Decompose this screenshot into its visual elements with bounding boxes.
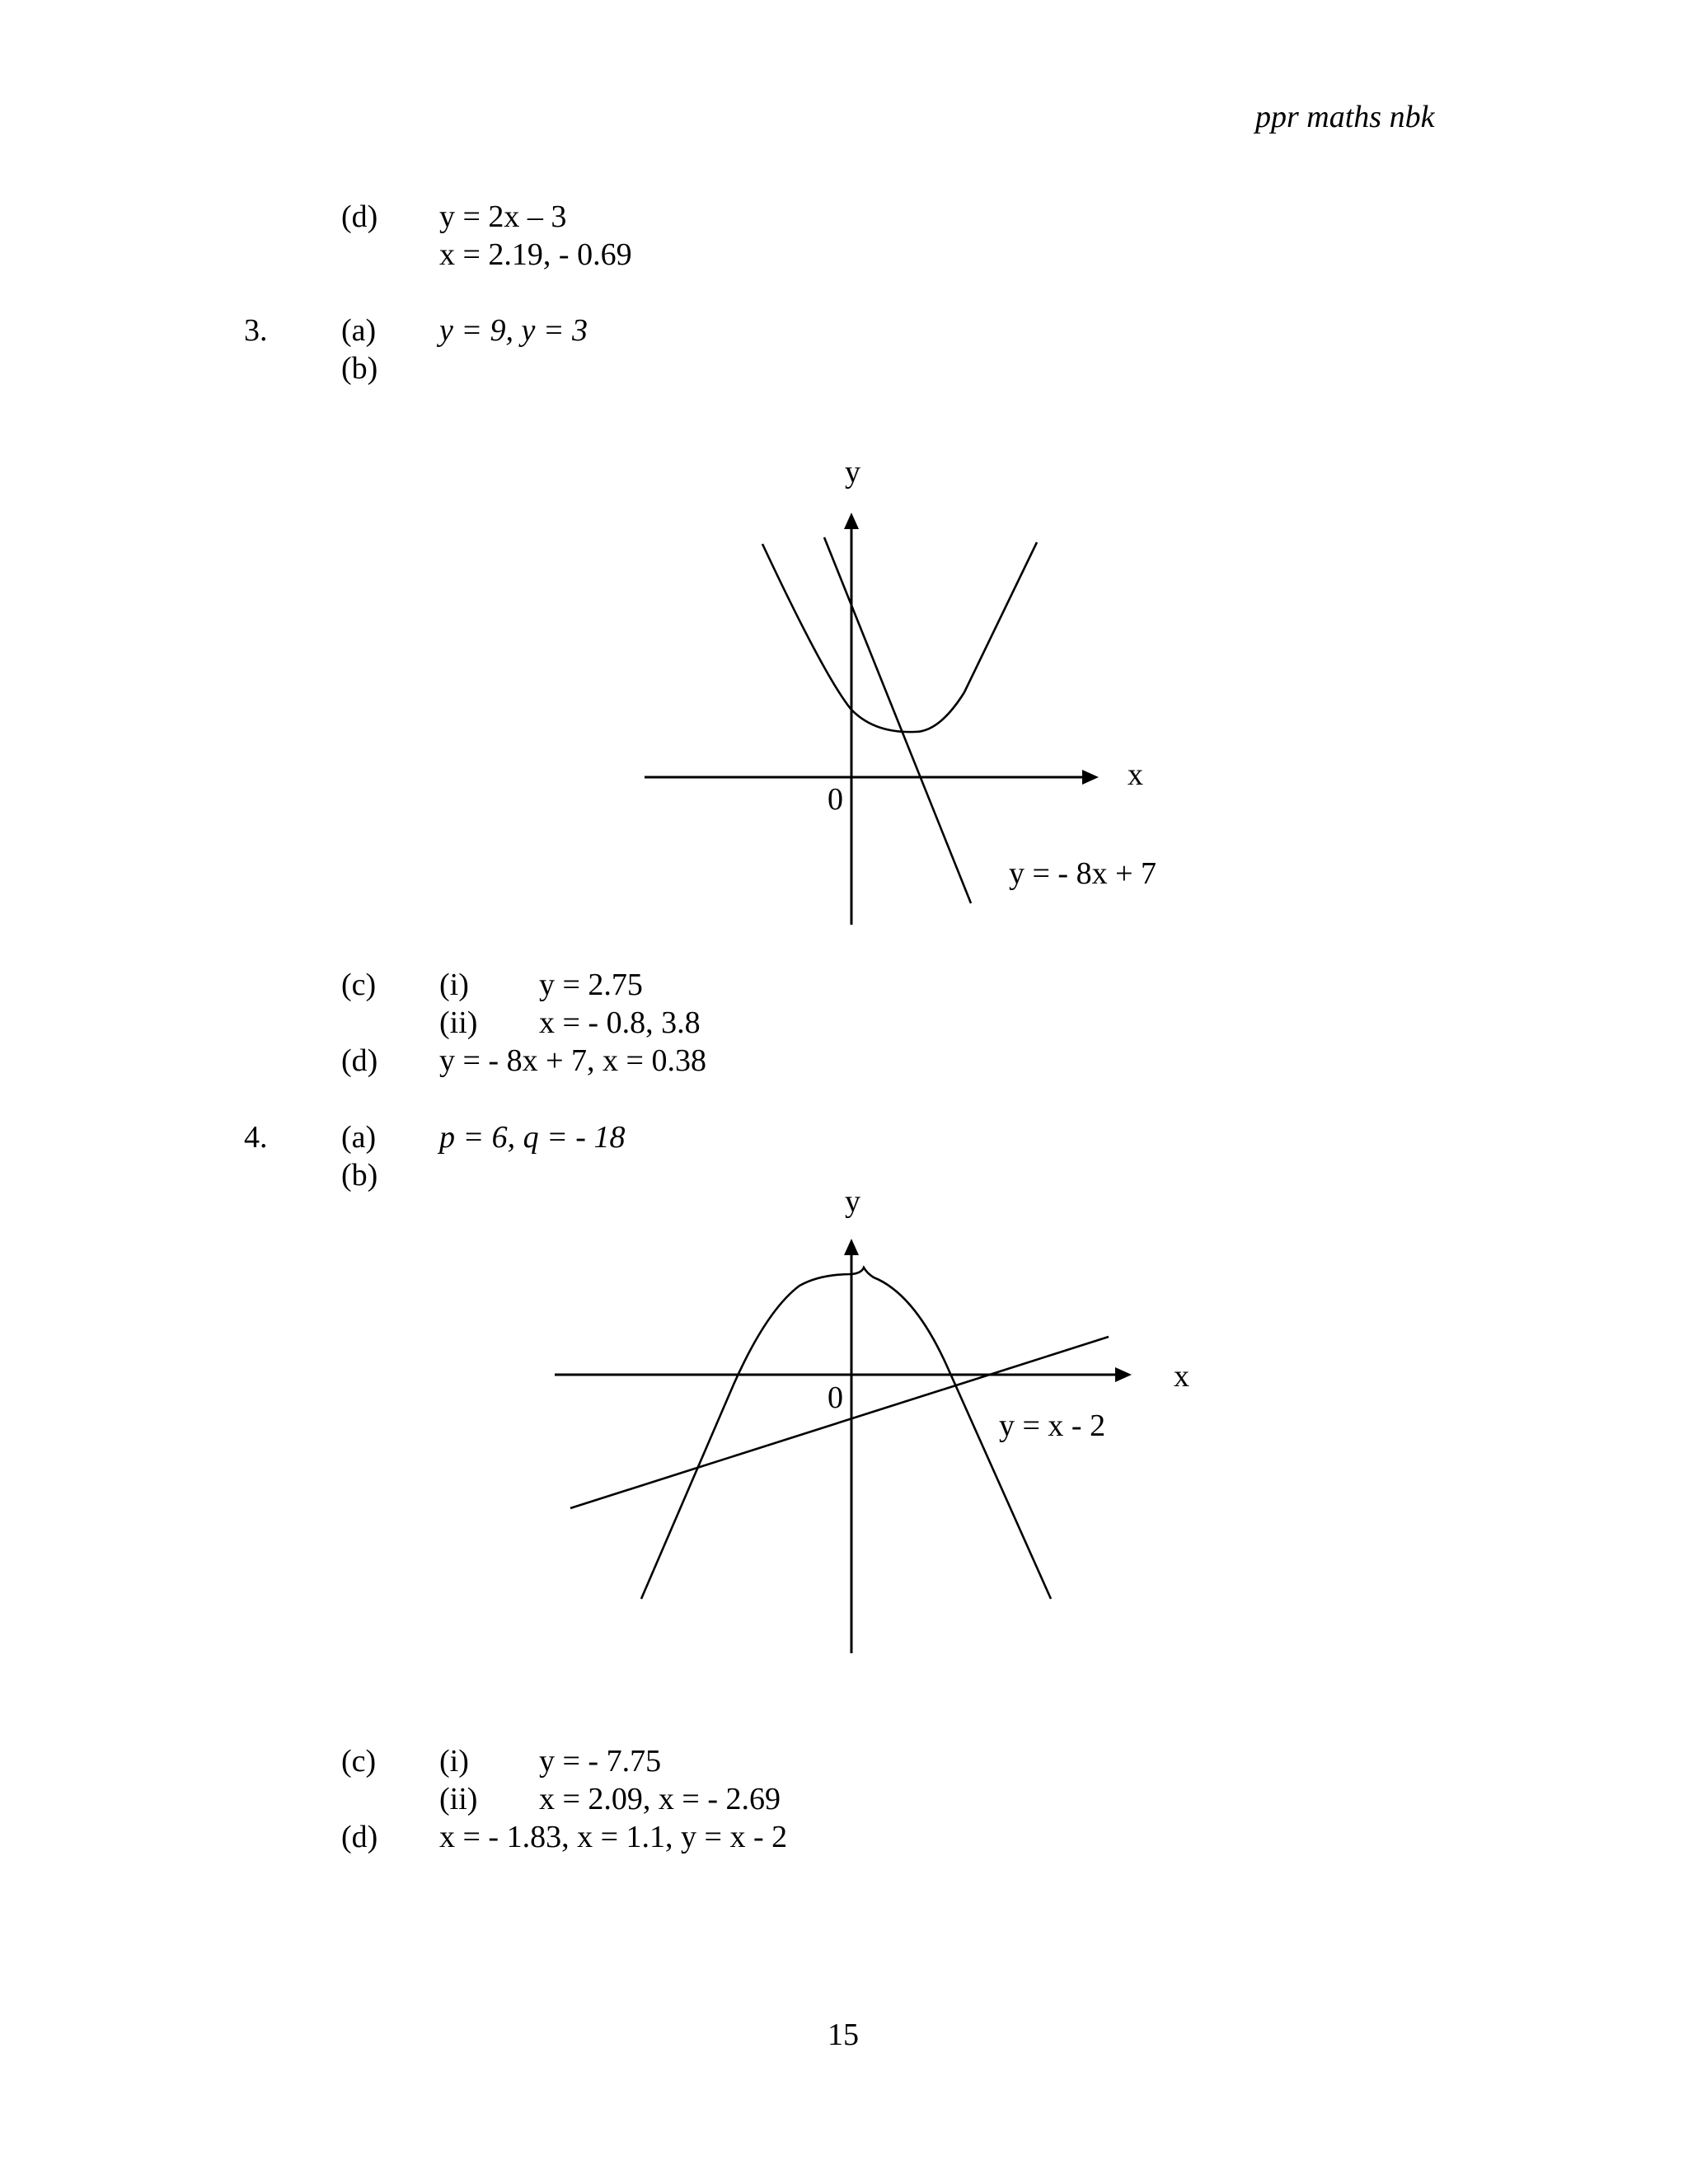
q4-y-label: y <box>845 1184 860 1219</box>
page-header: ppr maths nbk <box>1255 100 1435 134</box>
q4-x-arrow <box>1115 1367 1132 1382</box>
q3a-value: y = 9, y = 3 <box>439 313 588 348</box>
q3c-ii-label: (ii) <box>439 1005 478 1040</box>
q4a-label: (a) <box>341 1120 377 1155</box>
q4d-label: (d) <box>341 1820 378 1854</box>
q4b-label: (b) <box>341 1158 378 1193</box>
q3c-ii-value: x = - 0.8, 3.8 <box>539 1005 701 1040</box>
q4-line-label: y = x - 2 <box>999 1408 1106 1443</box>
q4a-value: p = 6, q = - 18 <box>439 1120 626 1155</box>
page-number: 15 <box>828 2018 859 2052</box>
q3-origin-label: 0 <box>828 782 843 817</box>
q3c-label: (c) <box>341 968 377 1002</box>
q4c-ii-label: (ii) <box>439 1782 478 1816</box>
q3c-i-label: (i) <box>439 968 469 1002</box>
q3-line-label: y = - 8x + 7 <box>1009 856 1157 891</box>
q3-y-label: y <box>845 455 860 490</box>
q2d-label: (d) <box>341 199 378 234</box>
q4-x-label: x <box>1174 1359 1189 1394</box>
q2d-line2: x = 2.19, - 0.69 <box>439 237 632 272</box>
q4c-i-value: y = - 7.75 <box>539 1744 662 1779</box>
q4c-i-label: (i) <box>439 1744 469 1779</box>
q4c-label: (c) <box>341 1744 377 1779</box>
q4-y-arrow <box>844 1239 859 1255</box>
q4-parabola <box>641 1268 1051 1599</box>
q2d-line1: y = 2x – 3 <box>439 199 567 234</box>
q3d-value: y = - 8x + 7, x = 0.38 <box>439 1043 706 1078</box>
q3-x-label: x <box>1128 757 1143 792</box>
q3b-label: (b) <box>341 351 378 386</box>
q3a-label: (a) <box>341 313 377 348</box>
q4d-value: x = - 1.83, x = 1.1, y = x - 2 <box>439 1820 788 1854</box>
q4-origin-label: 0 <box>828 1380 843 1415</box>
q3d-label: (d) <box>341 1043 378 1078</box>
q4-number: 4. <box>244 1120 268 1155</box>
q4c-ii-value: x = 2.09, x = - 2.69 <box>539 1782 781 1816</box>
q3-number: 3. <box>244 313 268 348</box>
q3c-i-value: y = 2.75 <box>539 968 643 1002</box>
